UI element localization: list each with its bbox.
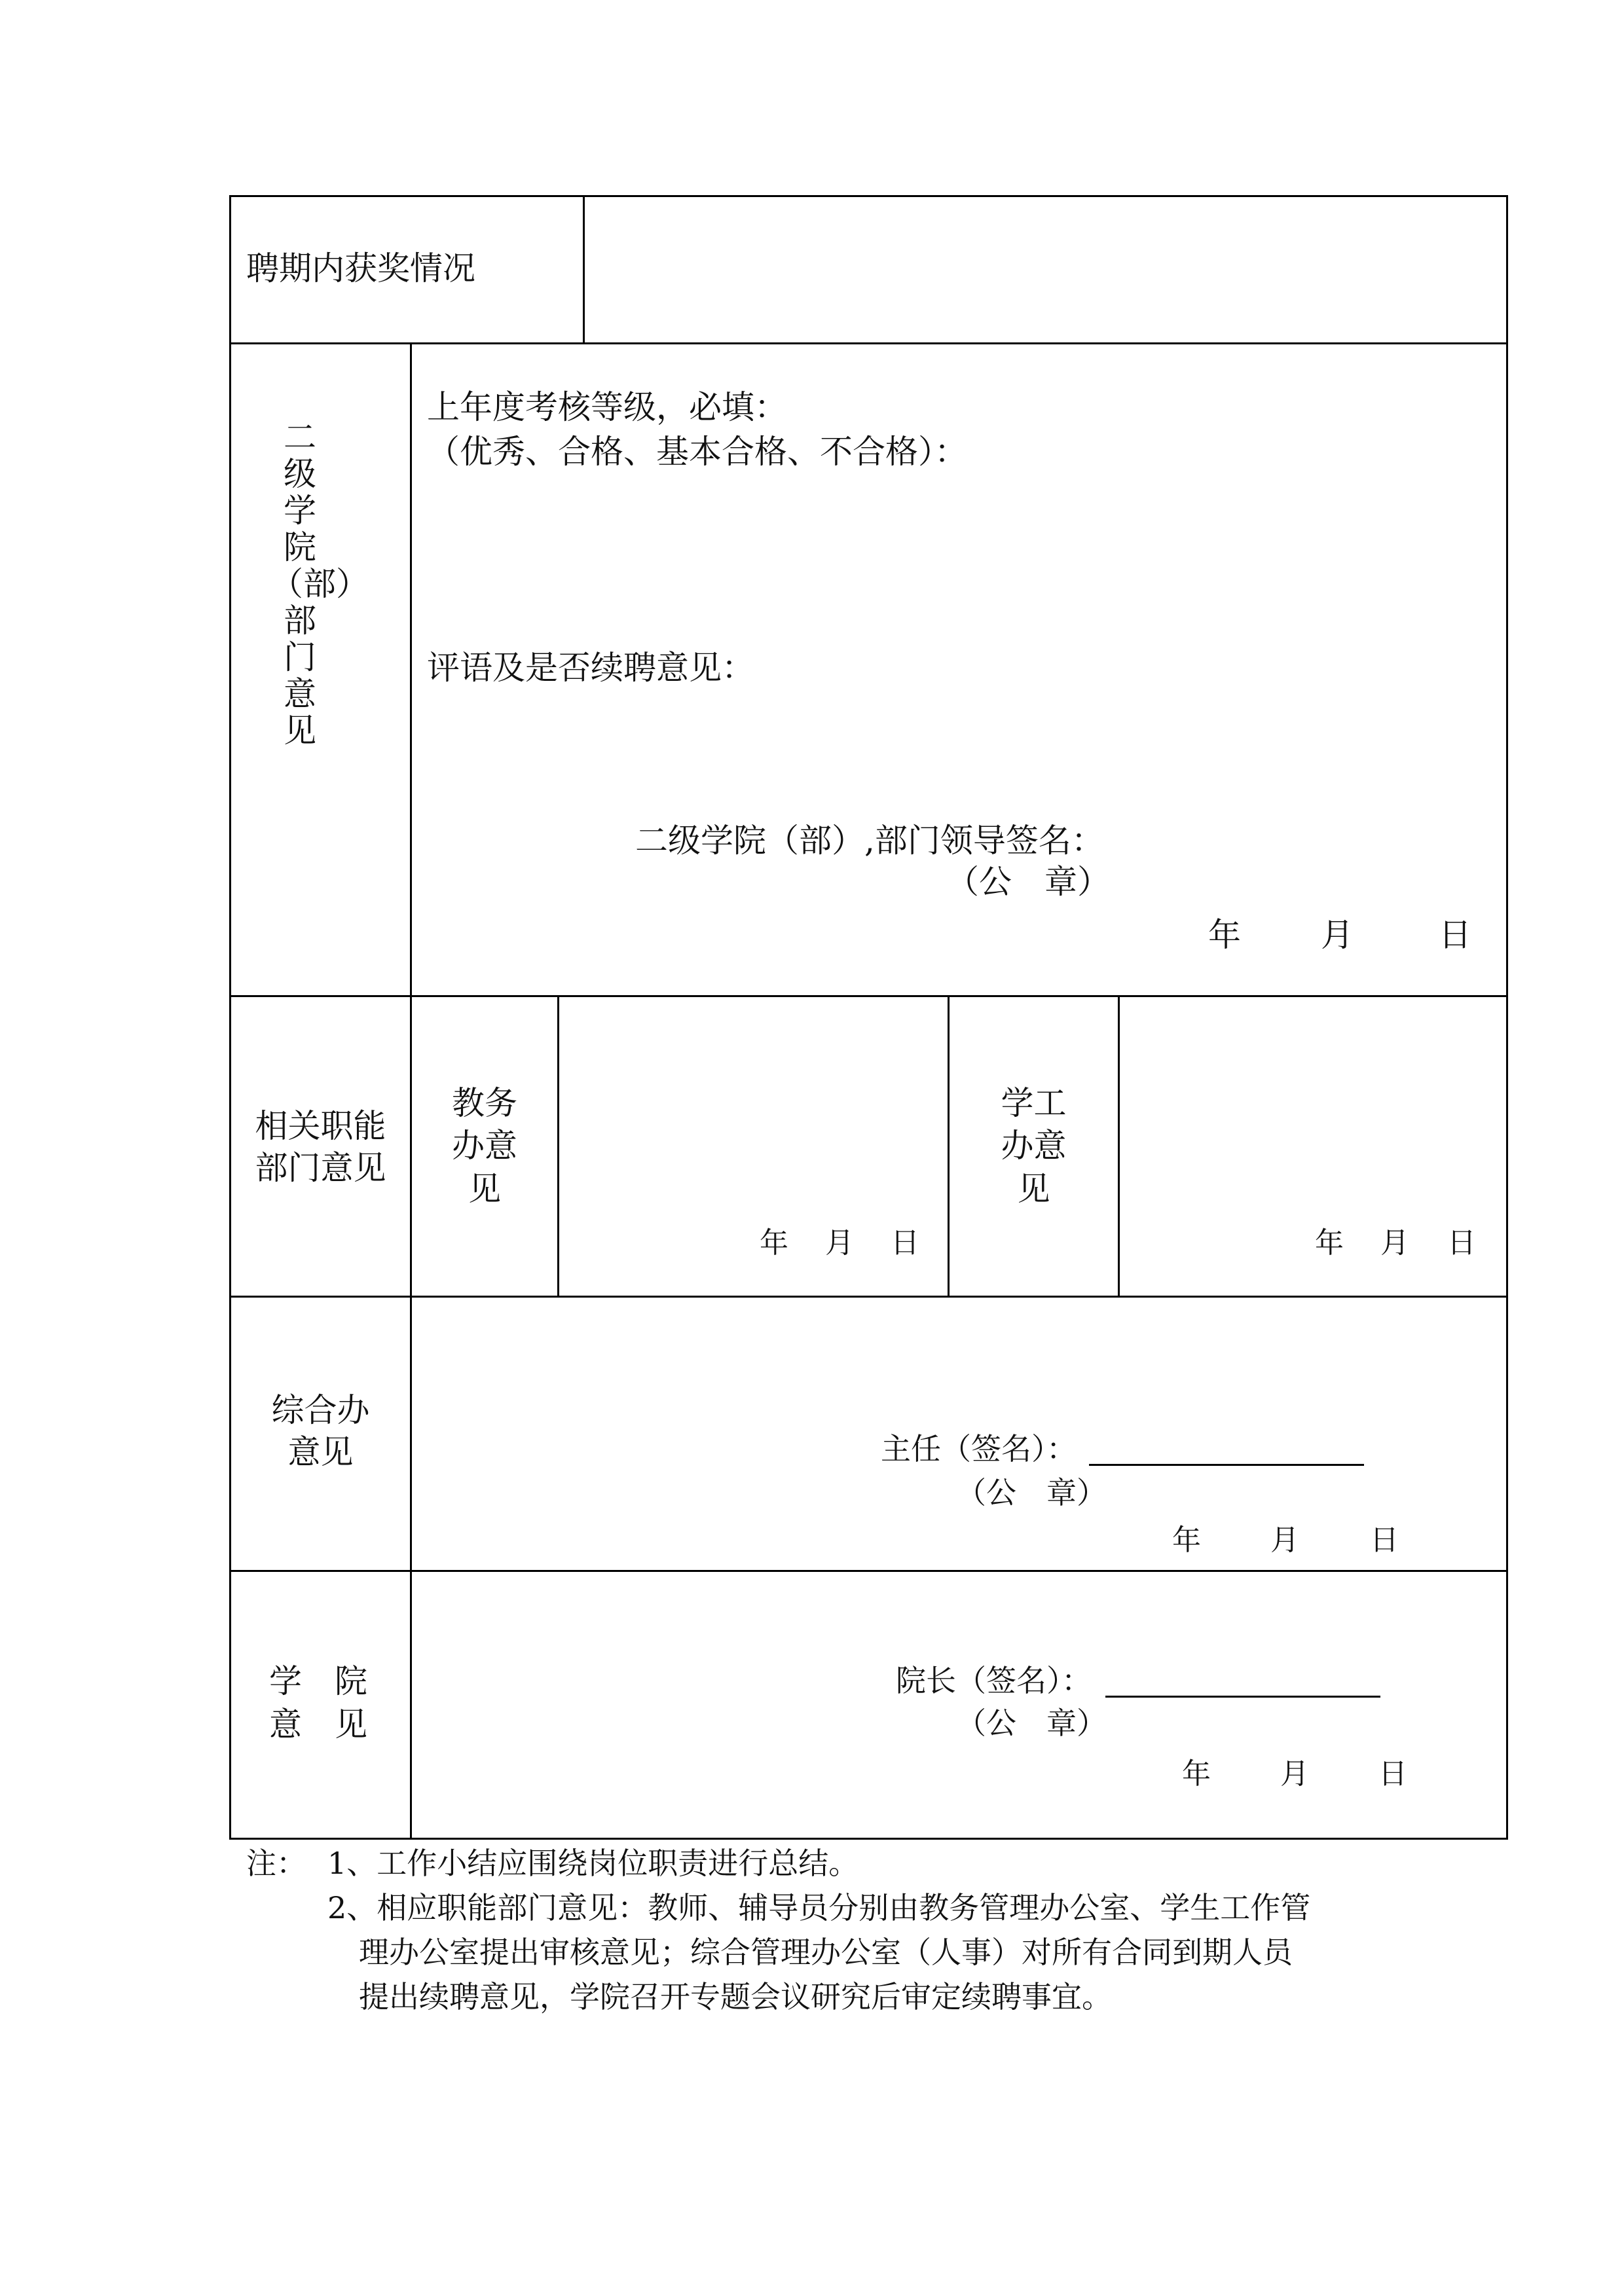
dean-signature-line[interactable]: [1105, 1696, 1380, 1698]
school-label-line1: 学 院: [269, 1662, 367, 1700]
row-divider-1: [229, 342, 1508, 344]
grade-prompt-line1: 上年度考核等级，必填：: [427, 388, 787, 426]
grade-prompt-line2: （优秀、合格、基本合格、不合格）：: [427, 433, 967, 471]
note-item-2-line2: 理办公室提出审核意见；综合管理办公室（人事）对所有合同到期人员: [359, 1935, 1293, 1970]
student-date-month: 月: [1380, 1226, 1409, 1260]
dean-signature-label: 院长（签名）：: [896, 1663, 1092, 1698]
note-item-2-line1: 2、相应职能部门意见：教师、辅导员分别由教务管理办公室、学生工作管: [327, 1890, 1311, 1925]
table-border-right: [1506, 195, 1508, 1840]
note-item-2-line3: 提出续聘意见，学院召开专题会议研究后审定续聘事宜。: [359, 1979, 1112, 2014]
college-date-year: 年: [1208, 916, 1241, 954]
notes-prefix: 注：: [246, 1846, 306, 1881]
general-office-label-line1: 综合办: [271, 1391, 370, 1429]
grade-input-area[interactable]: [427, 478, 1488, 635]
table-border-left: [229, 195, 231, 1840]
college-signature-label: 二级学院（部）,部门领导签名：: [635, 822, 1104, 860]
director-signature-line[interactable]: [1089, 1464, 1364, 1466]
awards-label: 聘期内获奖情况: [246, 249, 475, 287]
director-signature-label: 主任（签名）：: [881, 1431, 1077, 1467]
comment-input-area[interactable]: [427, 694, 1488, 812]
school-date-year: 年: [1182, 1757, 1211, 1791]
school-label-line2: 意 见: [269, 1705, 367, 1743]
comment-prompt: 评语及是否续聘意见：: [427, 649, 754, 687]
school-date-day: 日: [1378, 1757, 1407, 1791]
functional-label-line2: 部门意见: [255, 1149, 386, 1187]
academic-office-label-line2: 办意: [452, 1127, 517, 1165]
student-office-label-line2: 办意: [1001, 1127, 1067, 1165]
functional-label-line1: 相关职能: [255, 1107, 386, 1145]
academic-date-day: 日: [891, 1226, 919, 1260]
student-date-day: 日: [1447, 1226, 1476, 1260]
school-input-cell[interactable]: [412, 1572, 1506, 1670]
general-office-date-day: 日: [1370, 1523, 1399, 1557]
student-office-input-cell[interactable]: [1120, 997, 1506, 1213]
student-office-label-line3: 见: [1017, 1170, 1050, 1208]
college-date-month: 月: [1321, 916, 1354, 954]
student-office-label-line1: 学工: [1001, 1084, 1067, 1122]
general-office-label-line2: 意见: [287, 1433, 354, 1471]
awards-input-cell[interactable]: [585, 197, 1506, 342]
academic-date-year: 年: [760, 1226, 788, 1260]
college-date-day: 日: [1439, 916, 1471, 954]
general-office-date-month: 月: [1270, 1523, 1299, 1557]
academic-office-label-line1: 教务: [452, 1084, 517, 1122]
student-date-year: 年: [1315, 1226, 1344, 1260]
general-office-date-year: 年: [1172, 1523, 1201, 1557]
academic-date-month: 月: [825, 1226, 854, 1260]
general-office-input-cell[interactable]: [412, 1298, 1506, 1422]
academic-office-label-line3: 见: [468, 1170, 501, 1208]
table-border-bottom: [229, 1838, 1508, 1840]
general-office-seal: （公 章）: [956, 1475, 1107, 1510]
note-item-1: 1、工作小结应围绕岗位职责进行总结。: [327, 1846, 859, 1881]
school-seal: （公 章）: [956, 1705, 1107, 1741]
academic-office-input-cell[interactable]: [559, 997, 948, 1213]
school-date-month: 月: [1280, 1757, 1309, 1791]
college-opinion-label: 二级学院（部）部门意见: [270, 418, 369, 750]
college-seal: （公 章）: [946, 863, 1110, 901]
